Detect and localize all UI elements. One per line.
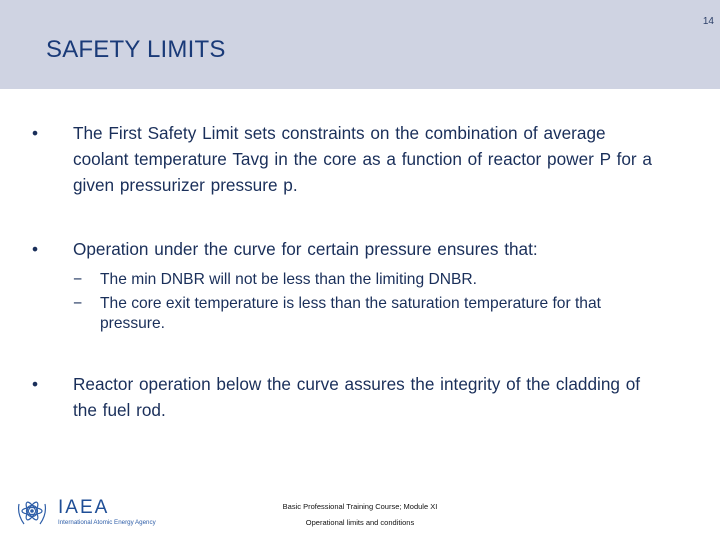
logo-subtitle: International Atomic Energy Agency [58, 519, 156, 526]
bullet-marker: • [32, 123, 39, 143]
bullet-1 [32, 120, 652, 198]
bullet-text: The First Safety Limit sets constraints on the combination of average coolant temperature Tavg in the core as a function of reactor power P for a given pressurizer pressure p. [73, 123, 652, 195]
bullet-text: Reactor operation below the curve assures the integrity of the cladding of the fuel rod. [73, 374, 641, 420]
bullet-marker: • [32, 239, 39, 259]
sub-item-text: The min DNBR will not be less than the limiting DNBR. [100, 271, 477, 288]
header-band [0, 0, 720, 89]
bullet-marker: • [32, 374, 39, 394]
iaea-logo [14, 494, 174, 530]
logo-wordmark: IAEA [58, 497, 110, 518]
iaea-emblem-icon [14, 494, 50, 530]
page-number: 14 [702, 16, 714, 27]
sub-item-2 [73, 294, 663, 334]
sub-item-text: The core exit temperature is less than the saturation temperature for that pressure. [100, 295, 601, 332]
sub-item-1 [73, 270, 663, 290]
bullet-text: Operation under the curve for certain pressure ensures that: [73, 239, 538, 259]
slide-title: SAFETY LIMITS [46, 36, 226, 63]
footer-topic: Operational limits and conditions [305, 518, 415, 527]
bullet-2 [32, 236, 652, 262]
sub-item-marker: − [73, 271, 83, 288]
bullet-3 [32, 371, 652, 423]
sub-item-marker: − [73, 295, 83, 312]
footer-course: Basic Professional Training Course; Module XI [282, 502, 438, 511]
